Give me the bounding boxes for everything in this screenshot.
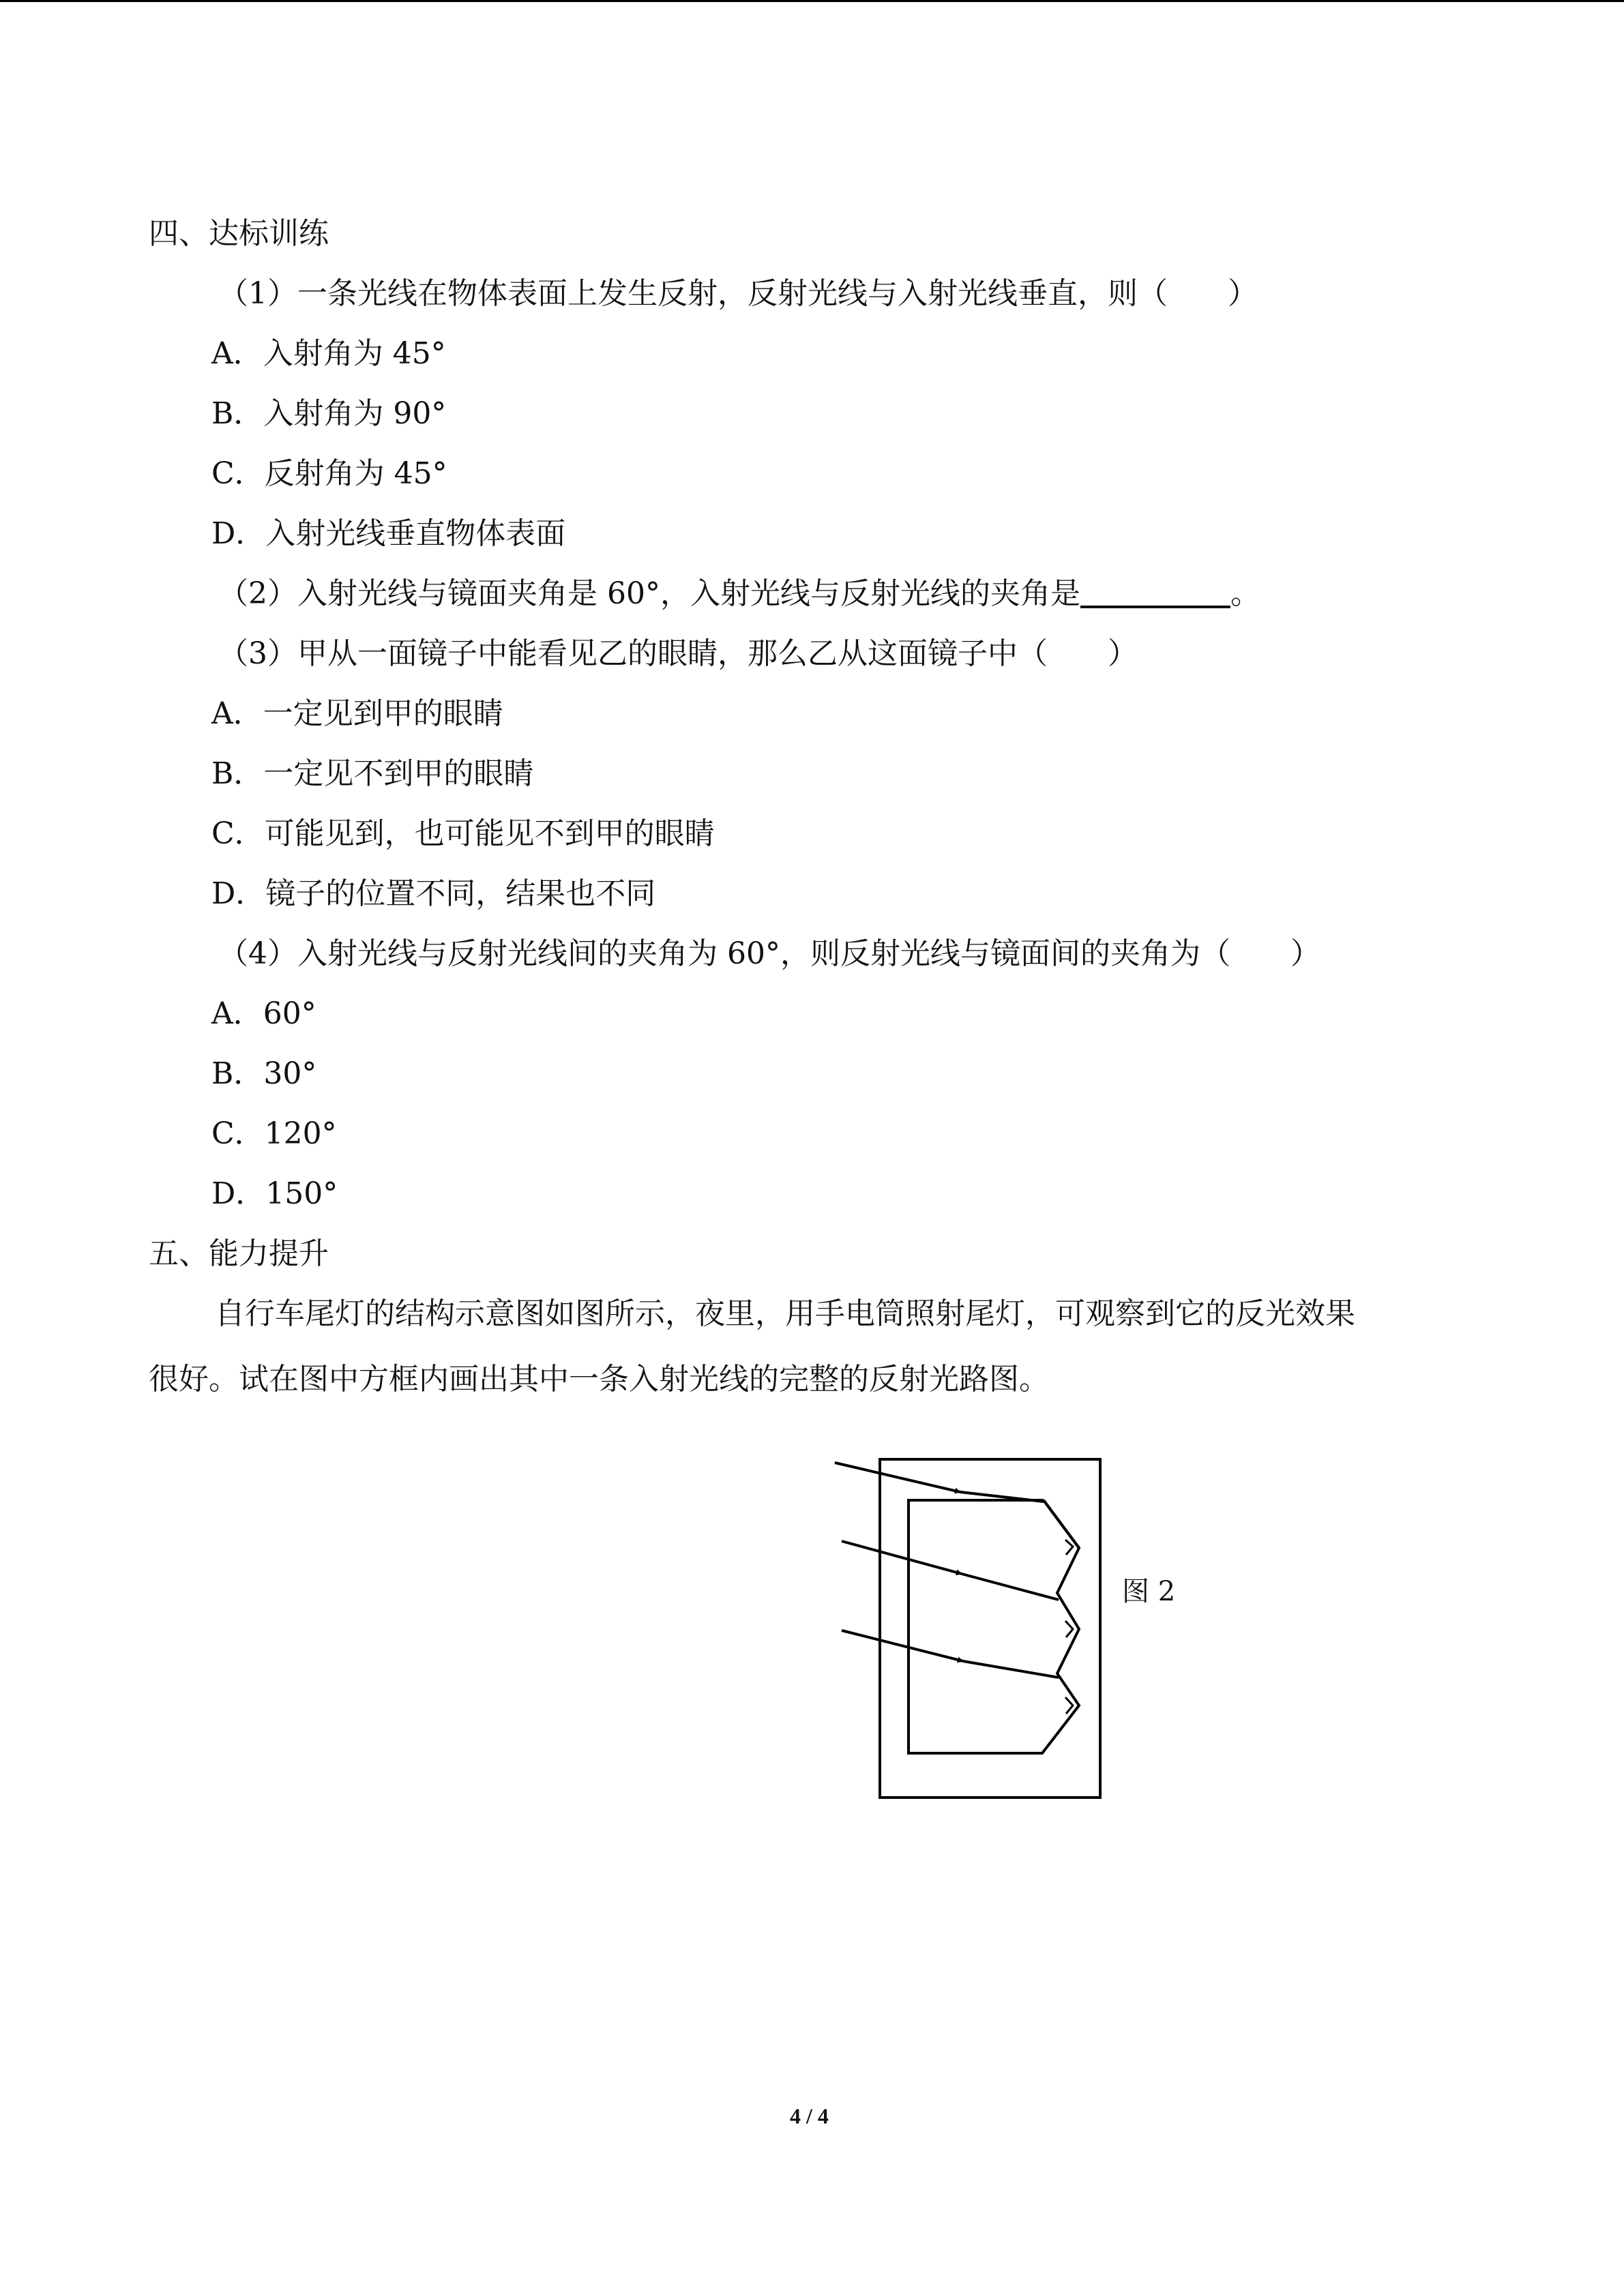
question-4-stem: （4）入射光线与反射光线间的夹角为 60°，则反射光线与镜面间的夹角为（ ） — [218, 936, 1320, 971]
incident-ray-3-continued — [963, 1661, 1059, 1678]
question-4-option-a: A．60° — [211, 996, 316, 1031]
question-1-option-b: B．入射角为 90° — [211, 396, 447, 431]
question-4-option-c: C．120° — [211, 1116, 337, 1151]
reflector-inner-edges — [1044, 1500, 1079, 1548]
question-1-option-c: C．反射角为 45° — [211, 456, 447, 491]
question-3-option-d: D．镜子的位置不同，结果也不同 — [211, 876, 656, 911]
page-number: 4 / 4 — [790, 2104, 829, 2128]
reflector-outline — [909, 1500, 1079, 1753]
question-3-option-b: B．一定见不到甲的眼睛 — [211, 756, 534, 791]
question-2-text: （2）入射光线与镜面夹角是 60°，入射光线与反射光线的夹角是 — [218, 576, 1080, 611]
question-4-option-b: B．30° — [211, 1056, 317, 1091]
right-angle-mark-3 — [1065, 1697, 1073, 1714]
incident-ray-2-continued — [962, 1574, 1059, 1600]
section-5-paragraph-line-2: 很好。试在图中方框内画出其中一条入射光线的完整的反射光路图。 — [149, 1362, 1049, 1397]
incident-ray-2 — [842, 1541, 962, 1574]
question-2-period: 。 — [1230, 576, 1260, 611]
question-1-option-a: A．入射角为 45° — [211, 336, 446, 371]
question-4-option-d: D．150° — [211, 1176, 338, 1211]
incident-ray-3 — [842, 1630, 963, 1661]
right-angle-mark-2 — [1065, 1621, 1073, 1637]
question-3-option-c: C．可能见到，也可能见不到甲的眼睛 — [211, 816, 715, 851]
question-1-option-d: D．入射光线垂直物体表面 — [211, 516, 566, 551]
outer-frame — [880, 1459, 1100, 1798]
figure-label: 图 2 — [1122, 1576, 1176, 1607]
section-5-title: 五、能力提升 — [149, 1236, 329, 1271]
question-1-stem: （1）一条光线在物体表面上发生反射，反射光线与入射光线垂直，则（ ） — [218, 276, 1258, 311]
right-angle-mark-1 — [1065, 1540, 1073, 1555]
section-4-title: 四、达标训练 — [149, 216, 329, 251]
question-3-stem: （3）甲从一面镜子中能看见乙的眼睛，那么乙从这面镜子中（ ） — [218, 636, 1138, 671]
section-5-paragraph-line-1: 自行车尾灯的结构示意图如图所示，夜里，用手电筒照射尾灯，可观察到它的反光效果 — [215, 1296, 1355, 1331]
question-3-option-a: A．一定见到甲的眼睛 — [211, 696, 503, 731]
incident-ray-1 — [835, 1463, 960, 1492]
